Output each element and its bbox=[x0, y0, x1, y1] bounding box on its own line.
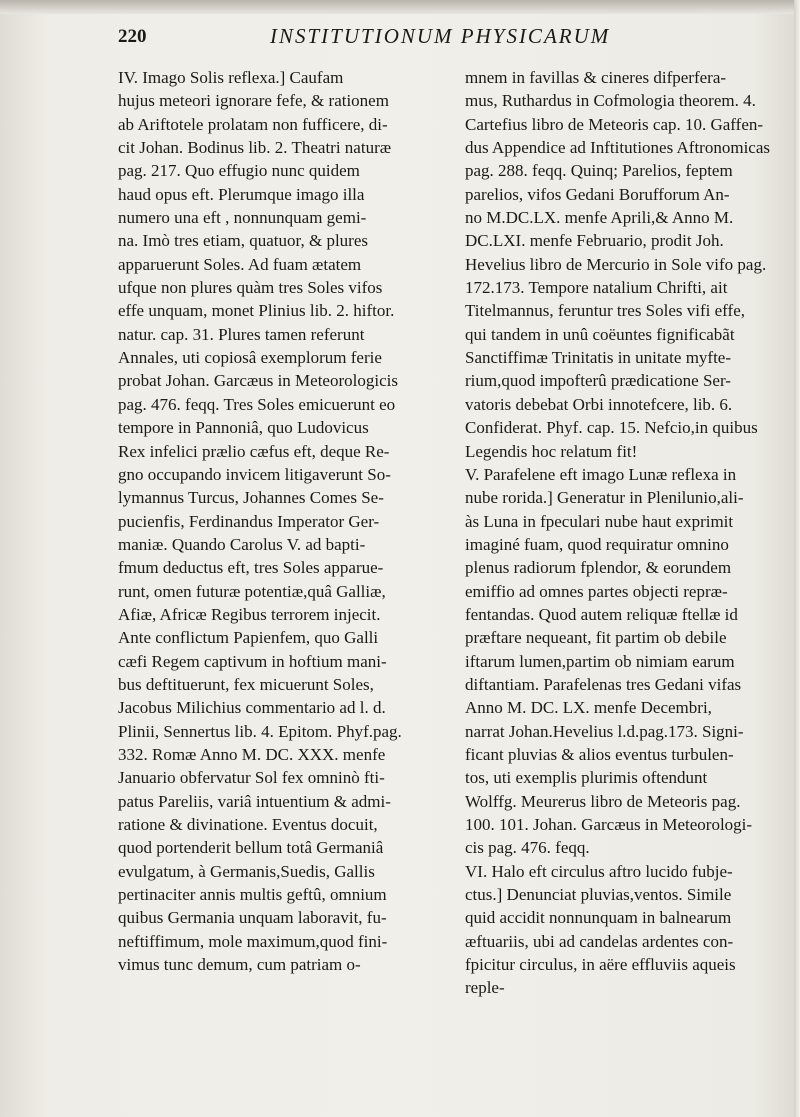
text-line: maniæ. Quando Carolus V. ad bapti- bbox=[118, 534, 366, 554]
text-line: cæfi Regem captivum in hoftium mani- bbox=[118, 651, 387, 671]
text-line: vatoris debebat Orbi innotefcere, lib. 6. bbox=[465, 394, 733, 414]
text-line: cit Johan. Bodinus lib. 2. Theatri naturæ bbox=[118, 138, 392, 158]
text-line: Sanctiffimæ Trinitatis in unitate myfte- bbox=[465, 348, 732, 368]
text-line: Cartefius libro de Meteoris cap. 10. Gaffen- bbox=[465, 114, 764, 134]
text-line: IV. Imago Solis reflexa.] Caufam bbox=[118, 68, 344, 87]
text-line: Titelmannus, feruntur tres Soles vifi effe, bbox=[465, 301, 745, 321]
text-line: præftare nequeant, fit partim ob debile bbox=[465, 628, 727, 648]
text-line: plenus radiorum fplendor, & eorundem bbox=[465, 558, 732, 578]
text-line: ufque non plures quàm tres Soles vifos bbox=[118, 278, 383, 298]
text-line: mus, Ruthardus in Cofmologia theorem. 4. bbox=[465, 91, 756, 111]
text-line: tempore in Pannoniâ, quo Ludovicus bbox=[118, 418, 369, 438]
text-line: reple- bbox=[465, 978, 505, 998]
text-line: Confiderat. Phyf. cap. 15. Nefcio,in quibus bbox=[465, 418, 758, 438]
text-line: nube rorida.] Generatur in Plenilunio,ali- bbox=[465, 488, 744, 508]
text-line: Anno M. DC. LX. menfe Decembri, bbox=[465, 698, 712, 718]
text-line: ctus.] Denunciat pluvias,ventos. Simile bbox=[465, 885, 732, 905]
text-line: fentandas. Quod autem reliquæ ftellæ id bbox=[465, 604, 738, 624]
text-line: fpicitur circulus, in aëre effluviis aqueis bbox=[465, 955, 736, 975]
text-line: emiffio ad omnes partes objecti repræ- bbox=[465, 581, 728, 601]
text-line: 172.173. Tempore natalium Chrifti, ait bbox=[465, 278, 728, 298]
text-line: quod portenderit bellum totâ Germaniâ bbox=[118, 838, 384, 858]
text-line: ficant pluvias & alios eventus turbulen- bbox=[465, 744, 734, 764]
text-line: Annales, uti copiosâ exemplorum ferie bbox=[118, 348, 382, 368]
text-line: pucienfis, Ferdinandus Imperator Ger- bbox=[118, 511, 380, 531]
text-line: às Luna in fpeculari nube haut exprimit bbox=[465, 511, 734, 531]
text-line: Rex infelici prælio cæfus eft, deque Re- bbox=[118, 441, 390, 461]
text-line: dus Appendice ad Inftitutiones Aftronomicas bbox=[465, 138, 770, 158]
text-line: Afiæ, Africæ Regibus terrorem injecit. bbox=[118, 604, 381, 624]
text-line: fmum deductus eft, tres Soles apparue- bbox=[118, 558, 384, 578]
text-line: qui tandem in unû coëuntes fignificabãt bbox=[465, 324, 735, 344]
text-line: pag. 288. feqq. Quinq; Parelios, feptem bbox=[465, 161, 733, 181]
text-line: patus Pareliis, variâ intuentium & admi- bbox=[118, 791, 391, 811]
text-line: pag. 217. Quo effugio nunc quidem bbox=[118, 161, 360, 181]
text-line: tos, uti exemplis plurimis oftendunt bbox=[465, 768, 708, 788]
text-line: bus deftituerunt, fex micuerunt Soles, bbox=[118, 674, 374, 694]
text-line: effe unquam, monet Plinius lib. 2. hiftor. bbox=[118, 301, 395, 321]
text-line: na. Imò tres etiam, quatuor, & plures bbox=[118, 231, 369, 251]
text-line: no M.DC.LX. menfe Aprili,& Anno M. bbox=[465, 208, 734, 228]
text-line: DC.LXI. menfe Februario, prodit Joh. bbox=[465, 231, 724, 251]
text-line: pag. 476. feqq. Tres Soles emicuerunt eo bbox=[118, 394, 396, 414]
text-line: Wolffg. Meurerus libro de Meteoris pag. bbox=[465, 791, 741, 811]
text-line: Hevelius libro de Mercurio in Sole vifo pag. bbox=[465, 254, 767, 274]
text-line: Legendis hoc relatum fit! bbox=[465, 441, 638, 461]
text-line: V. Parafelene eft imago Lunæ reflexa in bbox=[465, 464, 737, 484]
page-header bbox=[0, 16, 800, 50]
text-line: pertinaciter annis multis geftû, omnium bbox=[118, 885, 387, 905]
text-line: runt, omen futuræ potentiæ,quâ Galliæ, bbox=[118, 581, 386, 601]
right-text-column bbox=[465, 66, 797, 1000]
left-text-column bbox=[118, 66, 463, 976]
text-line: natur. cap. 31. Plures tamen referunt bbox=[118, 324, 365, 344]
text-line: narrat Johan.Hevelius l.d.pag.173. Signi- bbox=[465, 721, 744, 741]
text-line: Ante conflictum Papienfem, quo Galli bbox=[118, 628, 379, 648]
text-line: ab Ariftotele prolatam non fufficere, di- bbox=[118, 114, 388, 134]
text-line: VI. Halo eft circulus aftro lucido fubje- bbox=[465, 861, 733, 881]
text-line: ratione & divinatione. Eventus docuit, bbox=[118, 815, 378, 834]
text-line: probat Johan. Garcæus in Meteorologicis bbox=[118, 371, 398, 391]
text-line: Plinii, Sennertus lib. 4. Epitom. Phyf.pag. bbox=[118, 721, 402, 741]
text-line: evulgatum, à Germanis,Suedis, Gallis bbox=[118, 861, 375, 881]
text-line: vimus tunc demum, cum patriam o- bbox=[118, 955, 361, 975]
text-line: numero una eft , nonnunquam gemi- bbox=[118, 208, 367, 228]
text-line: mnem in favillas & cineres difperfera- bbox=[465, 68, 727, 87]
page-number: 220 bbox=[118, 26, 147, 47]
text-line: 332. Romæ Anno M. DC. XXX. menfe bbox=[118, 744, 386, 764]
text-line: iftarum lumen,partim ob nimiam earum bbox=[465, 651, 735, 671]
text-line: quid accidit nonnunquam in balnearum bbox=[465, 908, 732, 928]
text-line: haud opus eft. Plerumque imago illa bbox=[118, 184, 365, 204]
text-line: gno occupando invicem litigaverunt So- bbox=[118, 464, 391, 484]
page-top-edge bbox=[0, 0, 800, 14]
running-title: INSTITUTIONUM PHYSICARUM bbox=[270, 24, 611, 48]
text-line: rium,quod impofterû prædicatione Ser- bbox=[465, 371, 731, 391]
text-line: lymannus Turcus, Johannes Comes Se- bbox=[118, 488, 384, 508]
text-line: æftuariis, ubi ad candelas ardentes con- bbox=[465, 931, 734, 951]
text-line: imaginé fuam, quod requiratur omnino bbox=[465, 534, 729, 554]
text-line: 100. 101. Johan. Garcæus in Meteorologi- bbox=[465, 815, 753, 834]
text-line: apparuerunt Soles. Ad fuam ætatem bbox=[118, 254, 362, 274]
text-line: diftantiam. Parafelenas tres Gedani vifas bbox=[465, 674, 742, 694]
text-line: cis pag. 476. feqq. bbox=[465, 838, 590, 858]
text-line: hujus meteori ignorare fefe, & rationem bbox=[118, 91, 389, 111]
text-line: neftiffimum, mole maximum,quod fini- bbox=[118, 931, 388, 951]
text-line: Januario obfervatur Sol fex omninò fti- bbox=[118, 768, 385, 788]
text-line: Jacobus Milichius commentario ad l. d. bbox=[118, 698, 386, 718]
text-line: quibus Germania unquam laboravit, fu- bbox=[118, 908, 387, 928]
text-line: parelios, vifos Gedani Borufforum An- bbox=[465, 184, 730, 204]
